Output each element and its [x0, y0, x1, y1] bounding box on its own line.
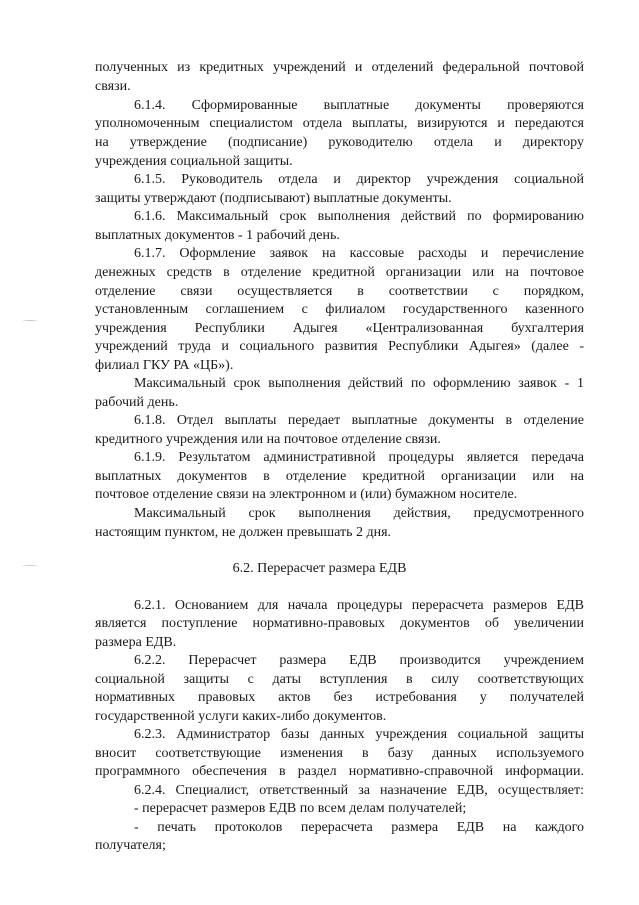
text-line: получателя; [95, 838, 166, 853]
text-line: размера ЕДВ. [95, 635, 177, 650]
text-line: выплатных документов в отделение кредитной организации или на [95, 469, 584, 484]
text-line: социальной защиты с даты вступления в силу соответствующих [95, 672, 584, 687]
text-line: 6.2.2. Перерасчет размера ЕДВ производится учреждением [134, 653, 584, 668]
text-line: рабочий день. [95, 395, 179, 410]
text-line: 6.1.7. Оформление заявок на кассовые расходы и перечисление [134, 246, 584, 261]
text-line: филиал ГКУ РА «ЦБ»). [95, 358, 234, 373]
text-line: установленным соглашением с филиалом государственного казенного [95, 302, 584, 317]
text-line: учреждений труда и социального развития Республики Адыгея» (далее - [95, 339, 584, 354]
text-line: выплатных документов - 1 рабочий день. [95, 228, 340, 243]
text-line: связи. [95, 79, 131, 94]
text-line: учреждения социальной защиты. [95, 154, 293, 169]
margin-mark [22, 320, 38, 323]
text-line: является поступление нормативно-правовых документов об увеличении [95, 616, 584, 631]
text-line: настоящим пунктом, не должен превышать 2 дня. [95, 525, 392, 540]
text-line: денежных средств в отделение кредитной организации или на почтовое [95, 265, 584, 280]
text-line: защиты утверждают (подписывают) выплатные документы. [95, 191, 452, 206]
text-line: 6.1.5. Руководитель отдела и директор учреждения социальной [134, 172, 584, 187]
text-line: - печать протоколов перерасчета размера ЕДВ на каждого [134, 820, 584, 835]
text-line: - перерасчет размеров ЕДВ по всем делам получателей; [134, 801, 467, 816]
text-line: 6.2.3. Администратор базы данных учреждения социальной защиты [134, 727, 584, 742]
text-line: 6.2.1. Основанием для начала процедуры перерасчета размеров ЕДВ [134, 598, 584, 613]
text-line: на утверждение (подписание) руководителю отдела и директору [95, 135, 584, 150]
text-line: уполномоченным специалистом отдела выплаты, визируются и передаются [95, 116, 584, 131]
text-line: 6.2.4. Специалист, ответственный за назначение ЕДВ, осуществляет: [134, 783, 584, 798]
section-heading: 6.2. Перерасчет размера ЕДВ [232, 561, 407, 576]
text-line: почтовое отделение связи на электронном и (или) бумажном носителе. [95, 487, 518, 502]
text-line: Максимальный срок выполнения действия, предусмотренного [134, 506, 584, 521]
text-line: учреждения Республики Адыгея «Централизованная бухгалтерия [95, 321, 584, 336]
text-line: полученных из кредитных учреждений и отделений федеральной почтовой [95, 60, 584, 75]
text-line: 6.1.4. Сформированные выплатные документы проверяются [134, 98, 584, 113]
text-line: 6.1.8. Отдел выплаты передает выплатные документы в отделение [134, 413, 584, 428]
text-line: программного обеспечения в раздел нормативно-справочной информации. [95, 764, 584, 779]
text-line: Максимальный срок выполнения действий по оформлению заявок - 1 [134, 376, 584, 391]
text-line: государственной услуги каких-либо документов. [95, 709, 387, 724]
text-line: вносит соответствующие изменения в базу данных используемого [95, 746, 584, 761]
text-line: нормативных правовых актов без истребования у получателей [95, 690, 584, 705]
text-line: 6.1.9. Результатом административной процедуры является передача [134, 450, 584, 465]
text-line: 6.1.6. Максимальный срок выполнения действий по формированию [134, 209, 584, 224]
text-line: кредитного учреждения или на почтовое отделение связи. [95, 432, 441, 447]
text-line: отделение связи осуществляется в соответствии с порядком, [95, 284, 584, 299]
